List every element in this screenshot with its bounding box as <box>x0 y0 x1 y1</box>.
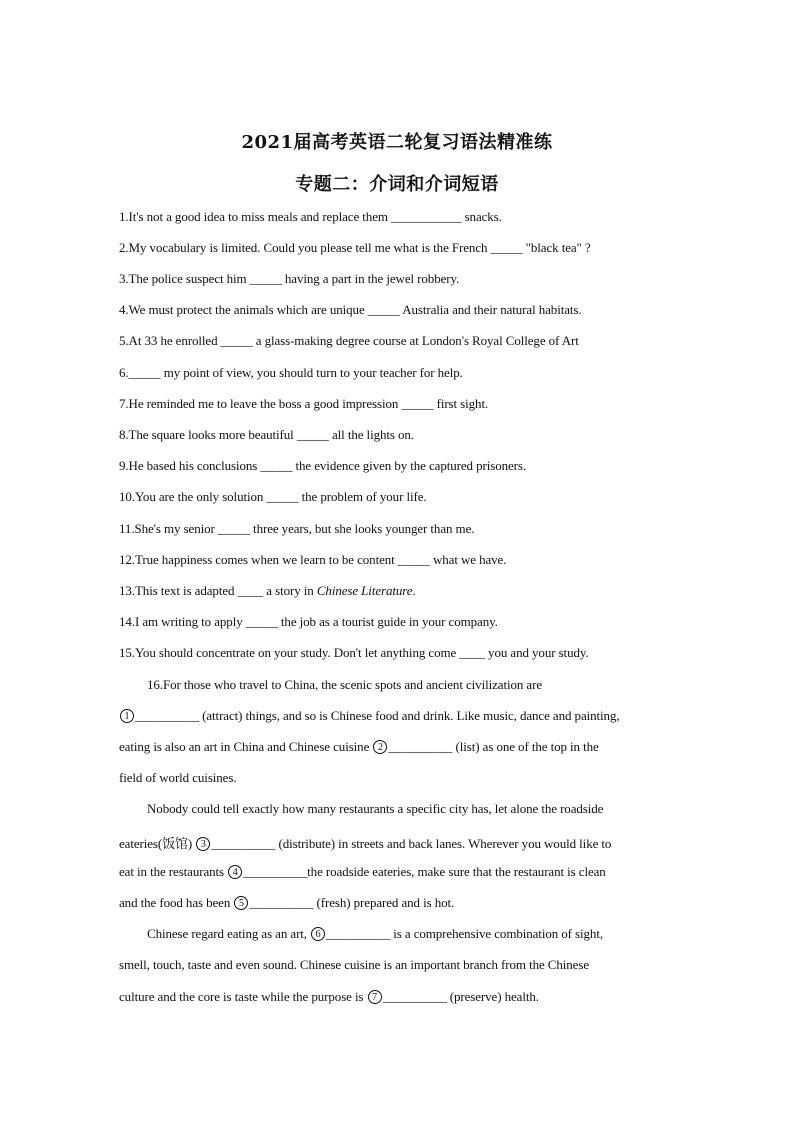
passage-text: __________ is a comprehensive combination of sight, <box>326 926 603 941</box>
passage-text: culture and the core is taste while the purpose is <box>119 989 367 1004</box>
passage-text: Chinese regard eating as an art, <box>147 926 311 941</box>
question-1: 1.It's not a good idea to miss meals and replace them ___________ snacks. <box>119 209 502 224</box>
passage-line <box>119 739 599 755</box>
question-12: 12.True happiness comes when we learn to be content _____ what we have. <box>119 552 507 567</box>
question-10: 10.You are the only solution _____ the problem of your life. <box>119 489 427 504</box>
passage-text: __________ (preserve) health. <box>382 989 539 1004</box>
passage-text: __________ (list) as one of the top in the <box>388 739 599 754</box>
question-3: 3.The police suspect him _____ having a part in the jewel robbery. <box>119 271 460 286</box>
passage-line: smell, touch, taste and even sound. Chinese cuisine is an important branch from the Chinese <box>119 957 589 972</box>
document-title: 2021届高考英语二轮复习语法精准练 <box>241 132 553 153</box>
passage-line: field of world cuisines. <box>119 770 237 785</box>
question-13-text: 13.This text is adapted ____ a story in <box>119 583 317 598</box>
question-7: 7.He reminded me to leave the boss a good impression _____ first sight. <box>119 396 489 411</box>
blank-number-badge: 6 <box>311 927 325 941</box>
passage-text: __________ (attract) things, and so is Chinese food and drink. Like music, dance and painting, <box>135 708 620 723</box>
blank-number-badge: 4 <box>228 865 242 879</box>
blank-number-badge: 3 <box>196 837 210 851</box>
passage-text: __________ (fresh) prepared and is hot. <box>249 895 455 910</box>
question-6: 6._____ my point of view, you should turn to your teacher for help. <box>119 365 463 380</box>
passage-line <box>119 989 539 1005</box>
question-2: 2.My vocabulary is limited. Could you please tell me what is the French _____ "black tea" ? <box>119 240 591 255</box>
question-8: 8.The square looks more beautiful _____ all the lights on. <box>119 427 414 442</box>
question-15: 15.You should concentrate on your study. Don't let anything come ____ you and your study. <box>119 645 589 660</box>
blank-number-badge: 7 <box>368 990 382 1004</box>
passage-line: Nobody could tell exactly how many restaurants a specific city has, let alone the roadside <box>147 801 604 816</box>
question-5: 5.At 33 he enrolled _____ a glass-making degree course at London's Royal College of Art <box>119 333 579 348</box>
passage-line: 16.For those who travel to China, the scenic spots and ancient civilization are <box>147 677 542 692</box>
passage-text: __________the roadside eateries, make sure that the restaurant is clean <box>243 864 606 879</box>
question-11: 11.She's my senior _____ three years, but she looks younger than me. <box>119 521 475 536</box>
passage-line <box>119 864 606 880</box>
passage-text: eateries(饭馆) <box>119 836 196 851</box>
question-13-italic-title: Chinese Literature <box>316 583 413 598</box>
blank-number-badge: 1 <box>120 709 134 723</box>
passage-text: __________ (distribute) in streets and back lanes. Wherever you would like to <box>211 836 612 851</box>
passage-line <box>119 895 454 911</box>
passage-text: eat in the restaurants <box>119 864 228 879</box>
question-9: 9.He based his conclusions _____ the evidence given by the captured prisoners. <box>119 458 527 473</box>
blank-number-badge: 2 <box>373 740 387 754</box>
passage-line <box>147 926 603 942</box>
blank-number-badge: 5 <box>234 896 248 910</box>
passage-line <box>119 708 620 724</box>
passage-text: and the food has been <box>119 895 234 910</box>
passage-line <box>119 833 611 852</box>
passage-text: eating is also an art in China and Chinese cuisine <box>119 739 373 754</box>
question-4: 4.We must protect the animals which are unique _____ Australia and their natural habitats. <box>119 302 582 317</box>
question-14: 14.I am writing to apply _____ the job as a tourist guide in your company. <box>119 614 498 629</box>
question-13-end: . <box>412 583 416 598</box>
question-13 <box>119 583 416 599</box>
document-subtitle: 专题二：介词和介词短语 <box>295 174 499 195</box>
